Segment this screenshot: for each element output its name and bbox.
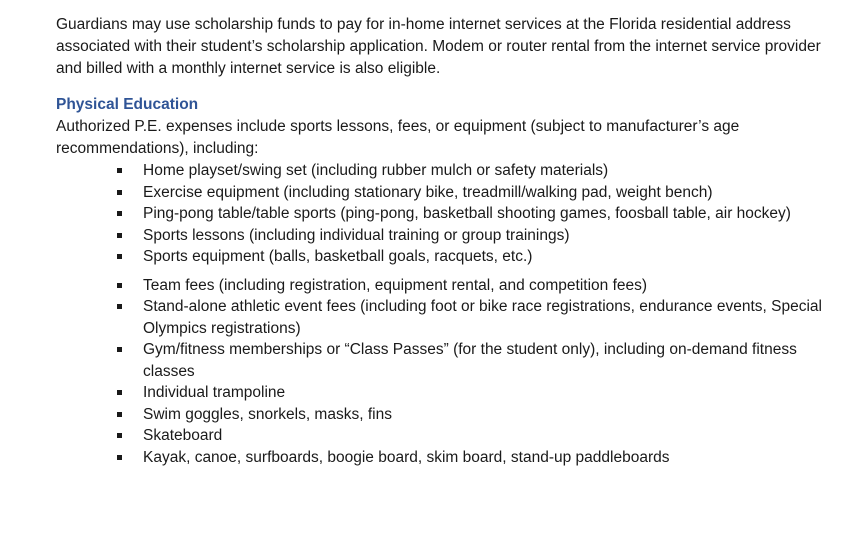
- physical-education-heading: Physical Education: [56, 96, 199, 113]
- list-item-text: Stand-alone athletic event fees (including foot or bike race registrations, endurance events, Special Olympics registrations): [143, 298, 822, 337]
- list-item: [56, 425, 826, 447]
- list-item: [56, 296, 826, 339]
- list-item-text: Kayak, canoe, surfboards, boogie board, skim board, stand-up paddleboards: [143, 448, 670, 466]
- list-item: [56, 404, 826, 426]
- bullet-square-icon: [117, 190, 122, 195]
- bullet-square-icon: [117, 211, 122, 216]
- list-item: [56, 203, 826, 225]
- bullet-square-icon: [117, 304, 122, 309]
- bullet-square-icon: [117, 433, 122, 438]
- bullet-square-icon: [117, 168, 122, 173]
- list-item-text: Sports lessons (including individual training or group trainings): [143, 226, 570, 244]
- bullet-square-icon: [117, 347, 122, 352]
- list-item: [56, 275, 826, 297]
- bullet-square-icon: [117, 233, 122, 238]
- physical-education-description: Authorized P.E. expenses include sports lessons, fees, or equipment (subject to manufacturer’s age recommendations), including:: [56, 118, 740, 157]
- list-item-text: Ping-pong table/table sports (ping-pong, basketball shooting games, foosball table, air hockey): [143, 205, 791, 222]
- bullet-square-icon: [117, 283, 122, 288]
- document-page: [56, 14, 826, 468]
- list-item-text: Swim goggles, snorkels, masks, fins: [143, 405, 392, 423]
- list-item: [56, 447, 826, 469]
- list-item: [56, 339, 826, 382]
- bullet-square-icon: [117, 455, 122, 460]
- bullet-square-icon: [117, 412, 122, 417]
- list-item-text: Individual trampoline: [143, 384, 286, 401]
- bullet-square-icon: [117, 390, 122, 395]
- list-item-text: Home playset/swing set (including rubber mulch or safety materials): [143, 162, 609, 179]
- bullet-square-icon: [117, 254, 122, 259]
- list-item: [56, 225, 826, 247]
- list-item: [56, 160, 826, 182]
- physical-education-list: [56, 160, 826, 468]
- list-item-text: Sports equipment (balls, basketball goals, racquets, etc.): [143, 248, 533, 265]
- list-item-text: Skateboard: [143, 427, 223, 444]
- list-item: [56, 182, 826, 204]
- list-item-text: Exercise equipment (including stationary bike, treadmill/walking pad, weight bench): [143, 183, 713, 201]
- list-item-text: Team fees (including registration, equipment rental, and competition fees): [143, 276, 648, 294]
- list-item: [56, 382, 826, 404]
- internet-services-paragraph: Guardians may use scholarship funds to pay for in-home internet services at the Florida residential address associated with their student’s scholarship application. Modem or router rental from the internet service provider and billed with a monthly internet service is also eligible.: [56, 16, 821, 77]
- list-item-text: Gym/fitness memberships or “Class Passes” (for the student only), including on-demand fitness classes: [143, 341, 797, 380]
- list-item: [56, 246, 826, 268]
